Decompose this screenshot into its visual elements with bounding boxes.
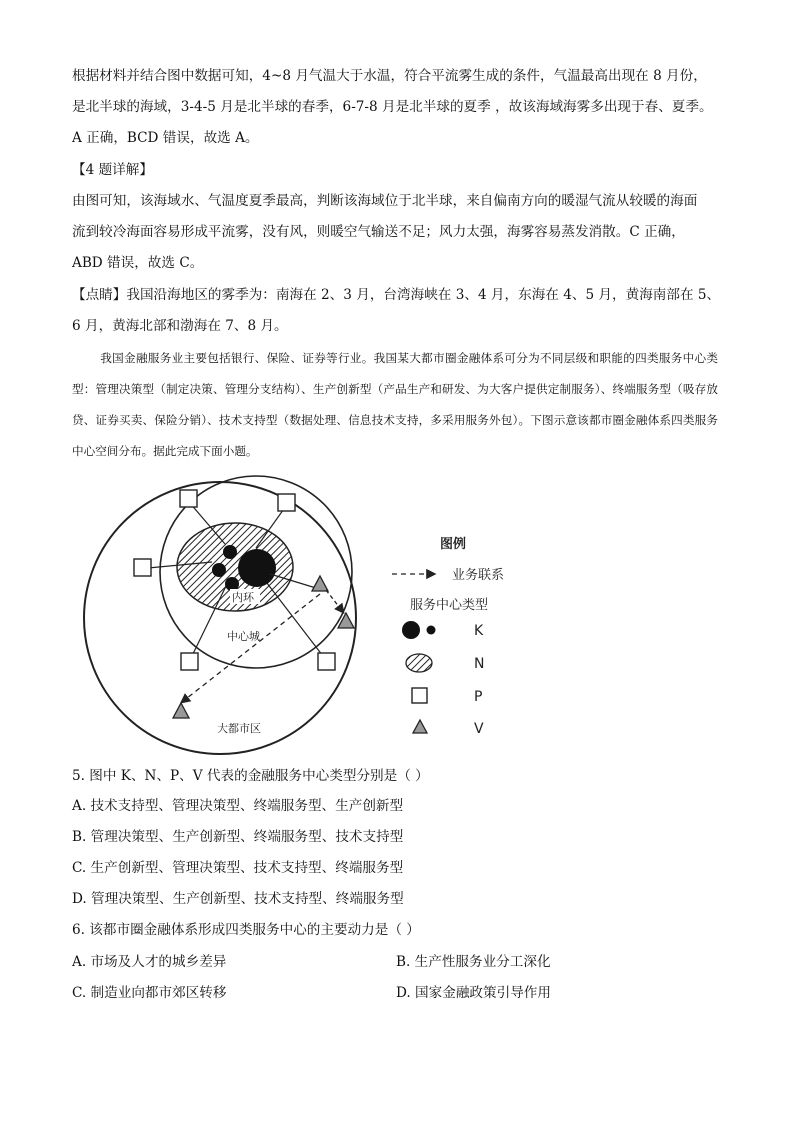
q5-option-c[interactable]: C. 生产创新型、管理决策型、技术支持型、终端服务型 xyxy=(72,860,404,876)
q6-option-a[interactable]: A. 市场及人才的城乡差异 xyxy=(72,954,227,970)
p-center-square xyxy=(278,494,295,511)
p-center-square xyxy=(134,559,151,576)
q4-line-3: ABD 错误，故选 C。 xyxy=(72,255,204,271)
legend-p-label: P xyxy=(474,689,483,705)
legend-title: 图例 xyxy=(440,537,467,552)
legend-k-label: K xyxy=(474,623,484,639)
q6-stem: 6. 该都市圈金融体系形成四类服务中心的主要动力是（ ） xyxy=(72,922,420,938)
q5-option-a[interactable]: A. 技术支持型、管理决策型、终端服务型、生产创新型 xyxy=(72,798,404,814)
k-center-small xyxy=(225,577,239,591)
p-center-square xyxy=(318,653,335,670)
k-center-small xyxy=(212,563,226,577)
v-center-triangle xyxy=(173,703,189,718)
q6-option-c[interactable]: C. 制造业向都市郊区转移 xyxy=(72,985,227,1001)
central-city-label: 中心城 xyxy=(227,630,260,643)
v-center-triangle xyxy=(338,613,354,628)
legend-link-label: 业务联系 xyxy=(452,568,505,583)
q5-option-d[interactable]: D. 管理决策型、生产创新型、技术支持型、终端服务型 xyxy=(72,891,404,907)
q5-option-b[interactable]: B. 管理决策型、生产创新型、终端服务型、技术支持型 xyxy=(72,829,404,845)
material-text: 我国金融服务业主要包括银行、保险、证券等行业。我国某大都市圈金融体系可分为不同层级和职能的四类服务中心类型：管理决策型（制定决策、管理分支结构）、生产创新型（产品生产和研发、为大客户提供定制服务）、终端服务型（吸存放贷、证券买卖、保险分销）、技术支持型（数据处理、信息技术支持，多采用服务外包）。下图示意该都市圈金融体系四类服务中心空间分布。据此完成下面小题。 xyxy=(72,351,718,458)
business-link-arrow xyxy=(326,590,343,612)
analysis-line-1: 根据材料并结合图中数据可知，4~8 月气温大于水温，符合平流雾生成的条件，气温最高出现在 8 月份， xyxy=(72,68,707,84)
analysis-line-2: 是北半球的海域，3-4-5 月是北半球的春季，6-7-8 月是北半球的夏季 ，故该海域海雾多出现于春、夏季。 xyxy=(72,99,713,115)
v-center-triangle xyxy=(312,576,328,591)
p-center-square xyxy=(180,490,197,507)
metro-area-label: 大都市区 xyxy=(217,722,261,735)
q4-line-1: 由图可知，该海域水、气温度夏季最高，判断该海域位于北半球，来自偏南方向的暖湿气流从较暖的海面 xyxy=(72,193,698,209)
k-center-large xyxy=(238,549,276,587)
p-center-square xyxy=(181,653,198,670)
legend-v-label: V xyxy=(474,721,484,737)
financial-center-diagram xyxy=(80,470,540,760)
legend xyxy=(392,536,504,737)
q6-option-d[interactable]: D. 国家金融政策引导作用 xyxy=(396,985,551,1001)
business-link-arrow xyxy=(182,594,320,702)
material-paragraph xyxy=(72,343,718,467)
q5-stem: 5. 图中 K、N、P、V 代表的金融服务中心类型分别是（ ） xyxy=(72,768,429,784)
q4-line-2: 流到较冷海面容易形成平流雾，没有风，则暖空气输送不足；风力太强，海雾容易蒸发消散。C 正确， xyxy=(72,224,685,240)
legend-n-label: N xyxy=(474,656,485,672)
legend-types-title: 服务中心类型 xyxy=(410,598,489,613)
analysis-line-3: A 正确，BCD 错误，故选 A。 xyxy=(72,130,259,146)
q4-heading: 【4 题详解】 xyxy=(72,162,153,178)
metro-area-circle xyxy=(84,482,356,754)
tip-line-1: 【点睛】我国沿海地区的雾季为：南海在 2、3 月，台湾海峡在 3、4 月，东海在 4、5 月，黄海南部在 5、 xyxy=(72,287,721,303)
inner-ring-label: 内环 xyxy=(232,591,254,604)
tip-line-2: 6 月，黄海北部和渤海在 7、8 月。 xyxy=(72,318,288,334)
q6-option-b[interactable]: B. 生产性服务业分工深化 xyxy=(396,954,551,970)
k-center-small xyxy=(223,545,237,559)
